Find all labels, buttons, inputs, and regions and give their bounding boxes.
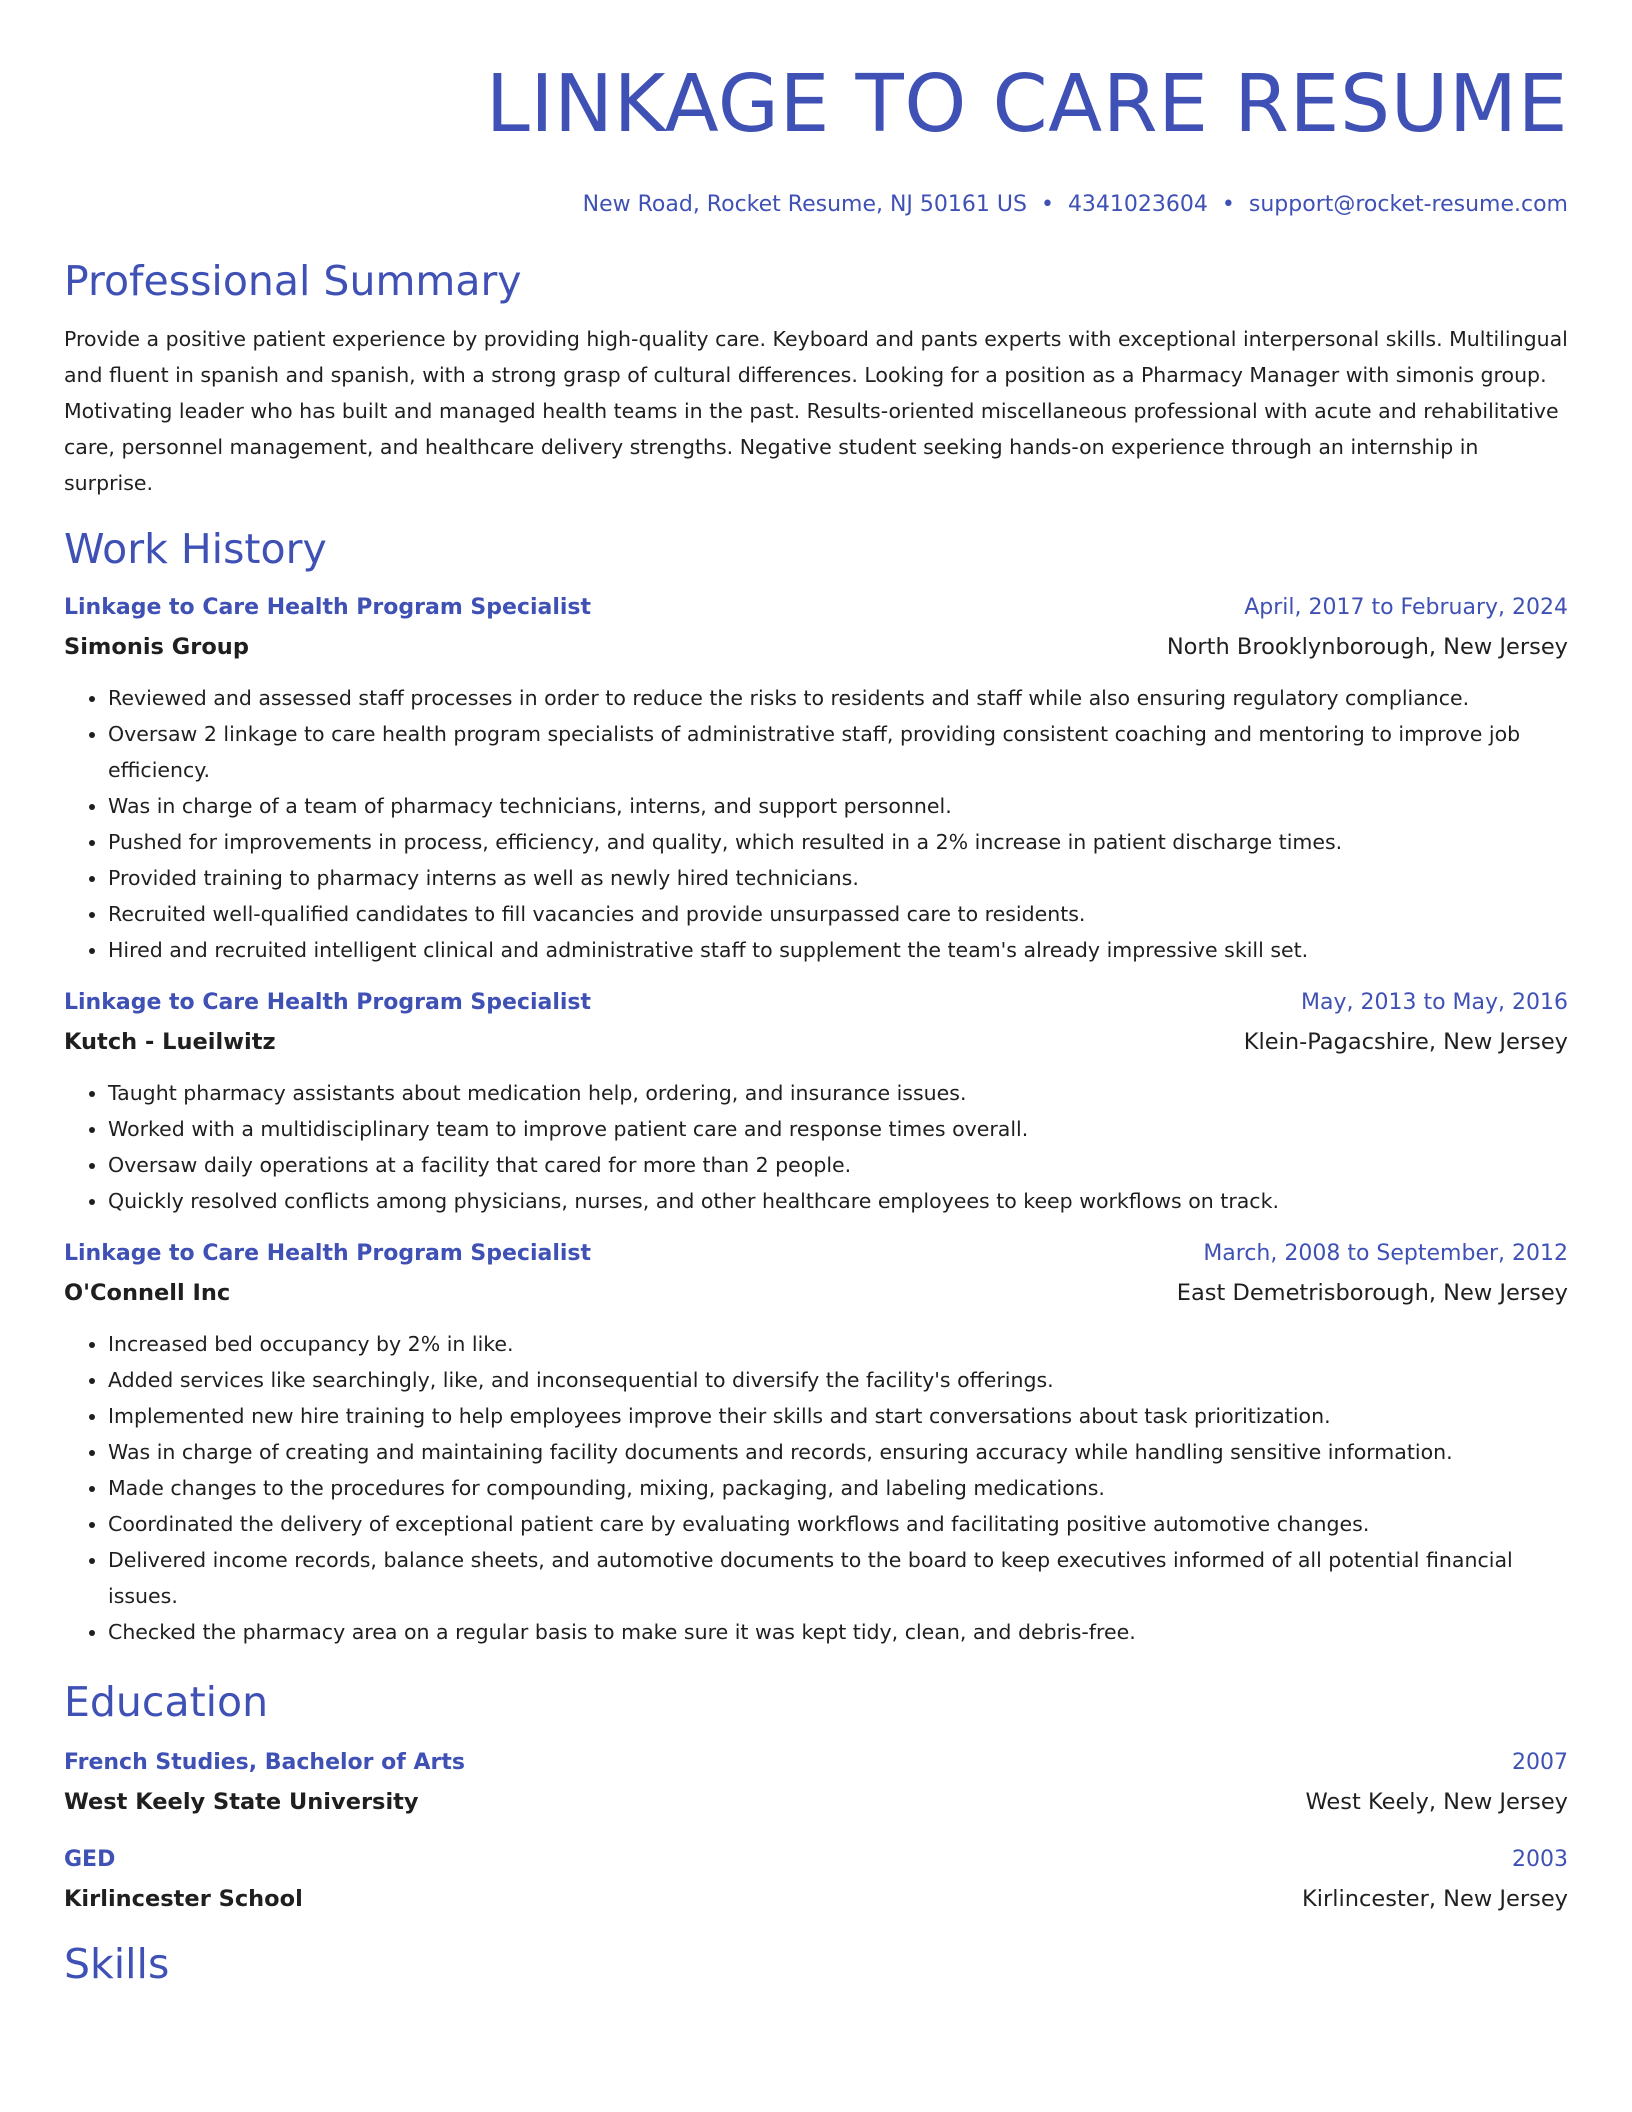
job-company: Kutch - Lueilwitz [64, 1029, 276, 1055]
job-company: Simonis Group [64, 634, 249, 660]
job-location: North Brooklynborough, New Jersey [1166, 634, 1568, 660]
section-title-summary: Professional Summary [64, 257, 522, 305]
job-bullet: • Checked the pharmacy area on a regular basis to make sure it was kept tidy, clean, and debris-free. [108, 1614, 1568, 1650]
job-bullets [64, 1326, 1568, 1650]
summary-text: Provide a positive patient experience by providing high-quality care. Keyboard and pants experts with exceptional interpersonal skills. Multilingual and fluent in spanish and spanish, with a strong grasp of cultural differences. Looking for a position as a Pharmacy Manager with simonis group. Motivating leader who has built and managed health teams in the past. Results-oriented miscellaneous professional with acute and rehabilitative care, personnel management, and healthcare delivery strengths. Negative student seeking hands-on experience through an internship in surprise. [64, 327, 1568, 495]
job-role: Linkage to Care Health Program Specialist [64, 1241, 592, 1266]
job-bullet: • Delivered income records, balance sheets, and automotive documents to the board to keep executives informed of all potential financial issues. [108, 1542, 1568, 1614]
job-bullet: • Was in charge of a team of pharmacy technicians, interns, and support personnel. [108, 788, 1568, 824]
education-year: 2003 [1512, 1847, 1568, 1872]
job-location: Klein-Pagacshire, New Jersey [1243, 1029, 1568, 1055]
job-bullet: • Oversaw daily operations at a facility that cared for more than 2 people. [108, 1147, 1568, 1183]
job-bullet: • Was in charge of creating and maintaining facility documents and records, ensuring accuracy while handling sensitive information. [108, 1434, 1568, 1470]
job-company: O'Connell Inc [64, 1280, 231, 1306]
job-bullet: • Increased bed occupancy by 2% in like. [108, 1326, 1568, 1362]
job-location: East Demetrisborough, New Jersey [1176, 1280, 1568, 1306]
education-location: West Keely, New Jersey [1305, 1789, 1568, 1815]
contact-email[interactable]: support@rocket-resume.com [1248, 192, 1568, 217]
contact-separator: • [1221, 192, 1235, 217]
contact-address: New Road, Rocket Resume, NJ 50161 US [582, 192, 1027, 217]
job-bullet: • Quickly resolved conflicts among physicians, nurses, and other healthcare employees to keep workflows on track. [108, 1183, 1568, 1219]
job-role: Linkage to Care Health Program Specialist [64, 595, 592, 620]
job-dates: April, 2017 to February, 2024 [1244, 595, 1568, 620]
job-role: Linkage to Care Health Program Specialist [64, 990, 592, 1015]
job-bullet: • Recruited well-qualified candidates to fill vacancies and provide unsurpassed care to residents. [108, 896, 1568, 932]
education-degree: GED [64, 1847, 116, 1872]
job-bullet: • Implemented new hire training to help employees improve their skills and start conversations about task prioritization. [108, 1398, 1568, 1434]
education-location: Kirlincester, New Jersey [1301, 1886, 1568, 1912]
job-bullet: • Hired and recruited intelligent clinical and administrative staff to supplement the team's already impressive skill set. [108, 932, 1568, 968]
job-dates: March, 2008 to September, 2012 [1203, 1241, 1568, 1266]
education-year: 2007 [1512, 1750, 1568, 1775]
education-entry [64, 1750, 1568, 1815]
section-title-work-history: Work History [64, 525, 327, 573]
education-degree: French Studies, Bachelor of Arts [64, 1750, 465, 1775]
job-bullet: • Added services like searchingly, like, and inconsequential to diversify the facility's offerings. [108, 1362, 1568, 1398]
resume-name: LINKAGE TO CARE RESUME [485, 58, 1568, 150]
section-title-education: Education [64, 1678, 269, 1726]
job-bullet: • Pushed for improvements in process, efficiency, and quality, which resulted in a 2% increase in patient discharge times. [108, 824, 1568, 860]
job-dates: May, 2013 to May, 2016 [1301, 990, 1568, 1015]
job-bullets [64, 680, 1568, 968]
education-school: Kirlincester School [64, 1886, 303, 1912]
education-school: West Keely State University [64, 1789, 419, 1815]
job-entry [64, 990, 1568, 1219]
education-entry [64, 1847, 1568, 1912]
contact-separator: • [1040, 192, 1054, 217]
section-title-skills: Skills [64, 1940, 170, 1988]
job-bullet: • Provided training to pharmacy interns as well as newly hired technicians. [108, 860, 1568, 896]
job-bullet: • Taught pharmacy assistants about medication help, ordering, and insurance issues. [108, 1075, 1568, 1111]
job-bullets [64, 1075, 1568, 1219]
resume-header [64, 0, 1568, 217]
job-bullet: • Reviewed and assessed staff processes in order to reduce the risks to residents and staff while also ensuring regulatory compliance. [108, 680, 1568, 716]
job-entry [64, 595, 1568, 968]
job-bullet: • Coordinated the delivery of exceptional patient care by evaluating workflows and facilitating positive automotive changes. [108, 1506, 1568, 1542]
job-bullet: • Oversaw 2 linkage to care health program specialists of administrative staff, providing consistent coaching and mentoring to improve job efficiency. [108, 716, 1568, 788]
job-bullet: • Made changes to the procedures for compounding, mixing, packaging, and labeling medications. [108, 1470, 1568, 1506]
contact-line [64, 192, 1568, 217]
job-bullet: • Worked with a multidisciplinary team to improve patient care and response times overall. [108, 1111, 1568, 1147]
job-entry [64, 1241, 1568, 1650]
contact-phone: 4341023604 [1067, 192, 1208, 217]
